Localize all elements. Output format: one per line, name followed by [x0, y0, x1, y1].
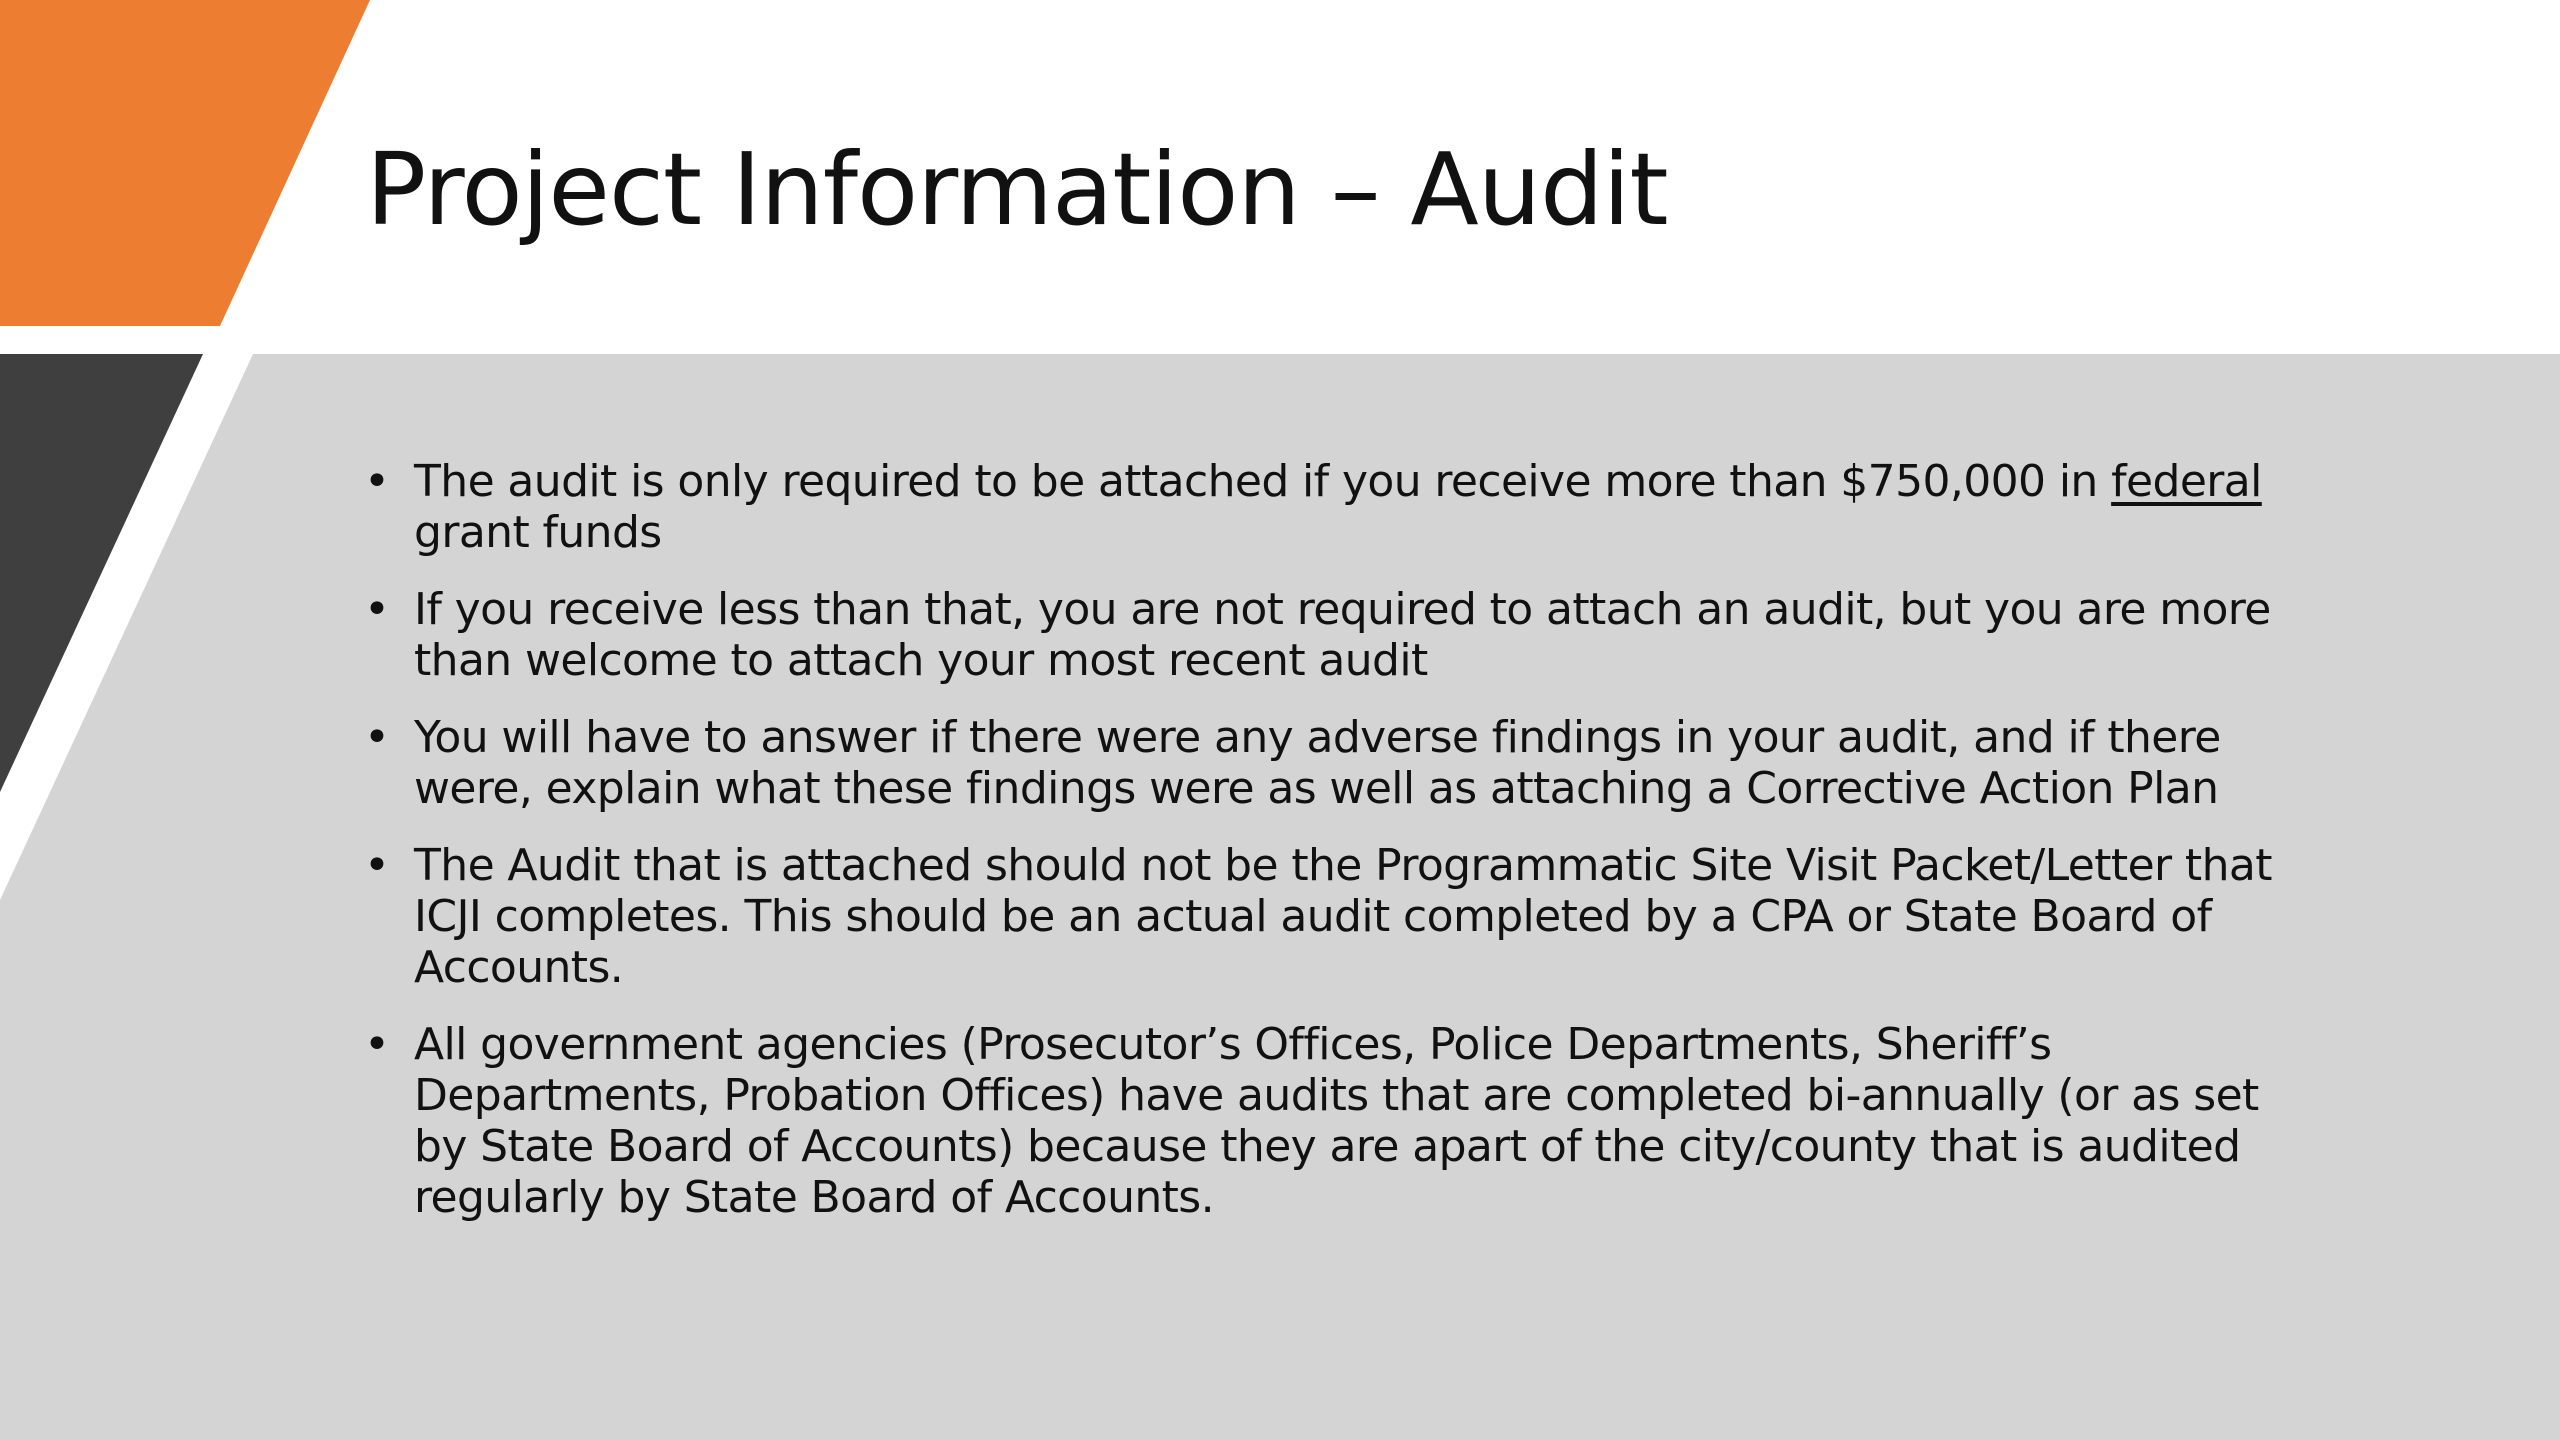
bullet-item	[356, 584, 2316, 686]
bullet-item	[356, 1019, 2316, 1223]
orange-accent-shape	[0, 0, 370, 326]
bullet-text: grant funds	[414, 507, 662, 558]
bullet-item	[356, 840, 2316, 993]
bullet-marker: •	[364, 584, 390, 635]
bullet-text: You will have to answer if there were any adverse findings in your audit, and if there were, explain what these findings were as well as attaching a Corrective Action Plan	[414, 712, 2221, 814]
bullet-list	[356, 456, 2316, 1249]
bullet-marker: •	[364, 1019, 390, 1070]
bullet-marker: •	[364, 840, 390, 891]
bullet-text: All government agencies (Prosecutor’s Offices, Police Departments, Sheriff’s Departments, Probation Offices) have audits that are completed bi-annually (or as set by State Board of Accounts) because they are apart of the city/county that is audited regularly by State Board of Accounts.	[414, 1019, 2259, 1223]
bullet-text: The Audit that is attached should not be the Programmatic Site Visit Packet/Letter that ICJI completes. This should be an actual audit completed by a CPA or State Board of Accounts.	[414, 840, 2272, 993]
bullet-marker: •	[364, 456, 390, 507]
slide-title: Project Information – Audit	[366, 131, 1668, 248]
bullet-text: If you receive less than that, you are not required to attach an audit, but you are more than welcome to attach your most recent audit	[414, 584, 2271, 686]
bullet-marker: •	[364, 712, 390, 763]
bullet-item	[356, 456, 2316, 558]
bullet-item	[356, 712, 2316, 814]
bullet-text: The audit is only required to be attached if you receive more than $750,000 in	[414, 456, 2112, 507]
bullet-text-underlined: federal	[2111, 456, 2262, 507]
